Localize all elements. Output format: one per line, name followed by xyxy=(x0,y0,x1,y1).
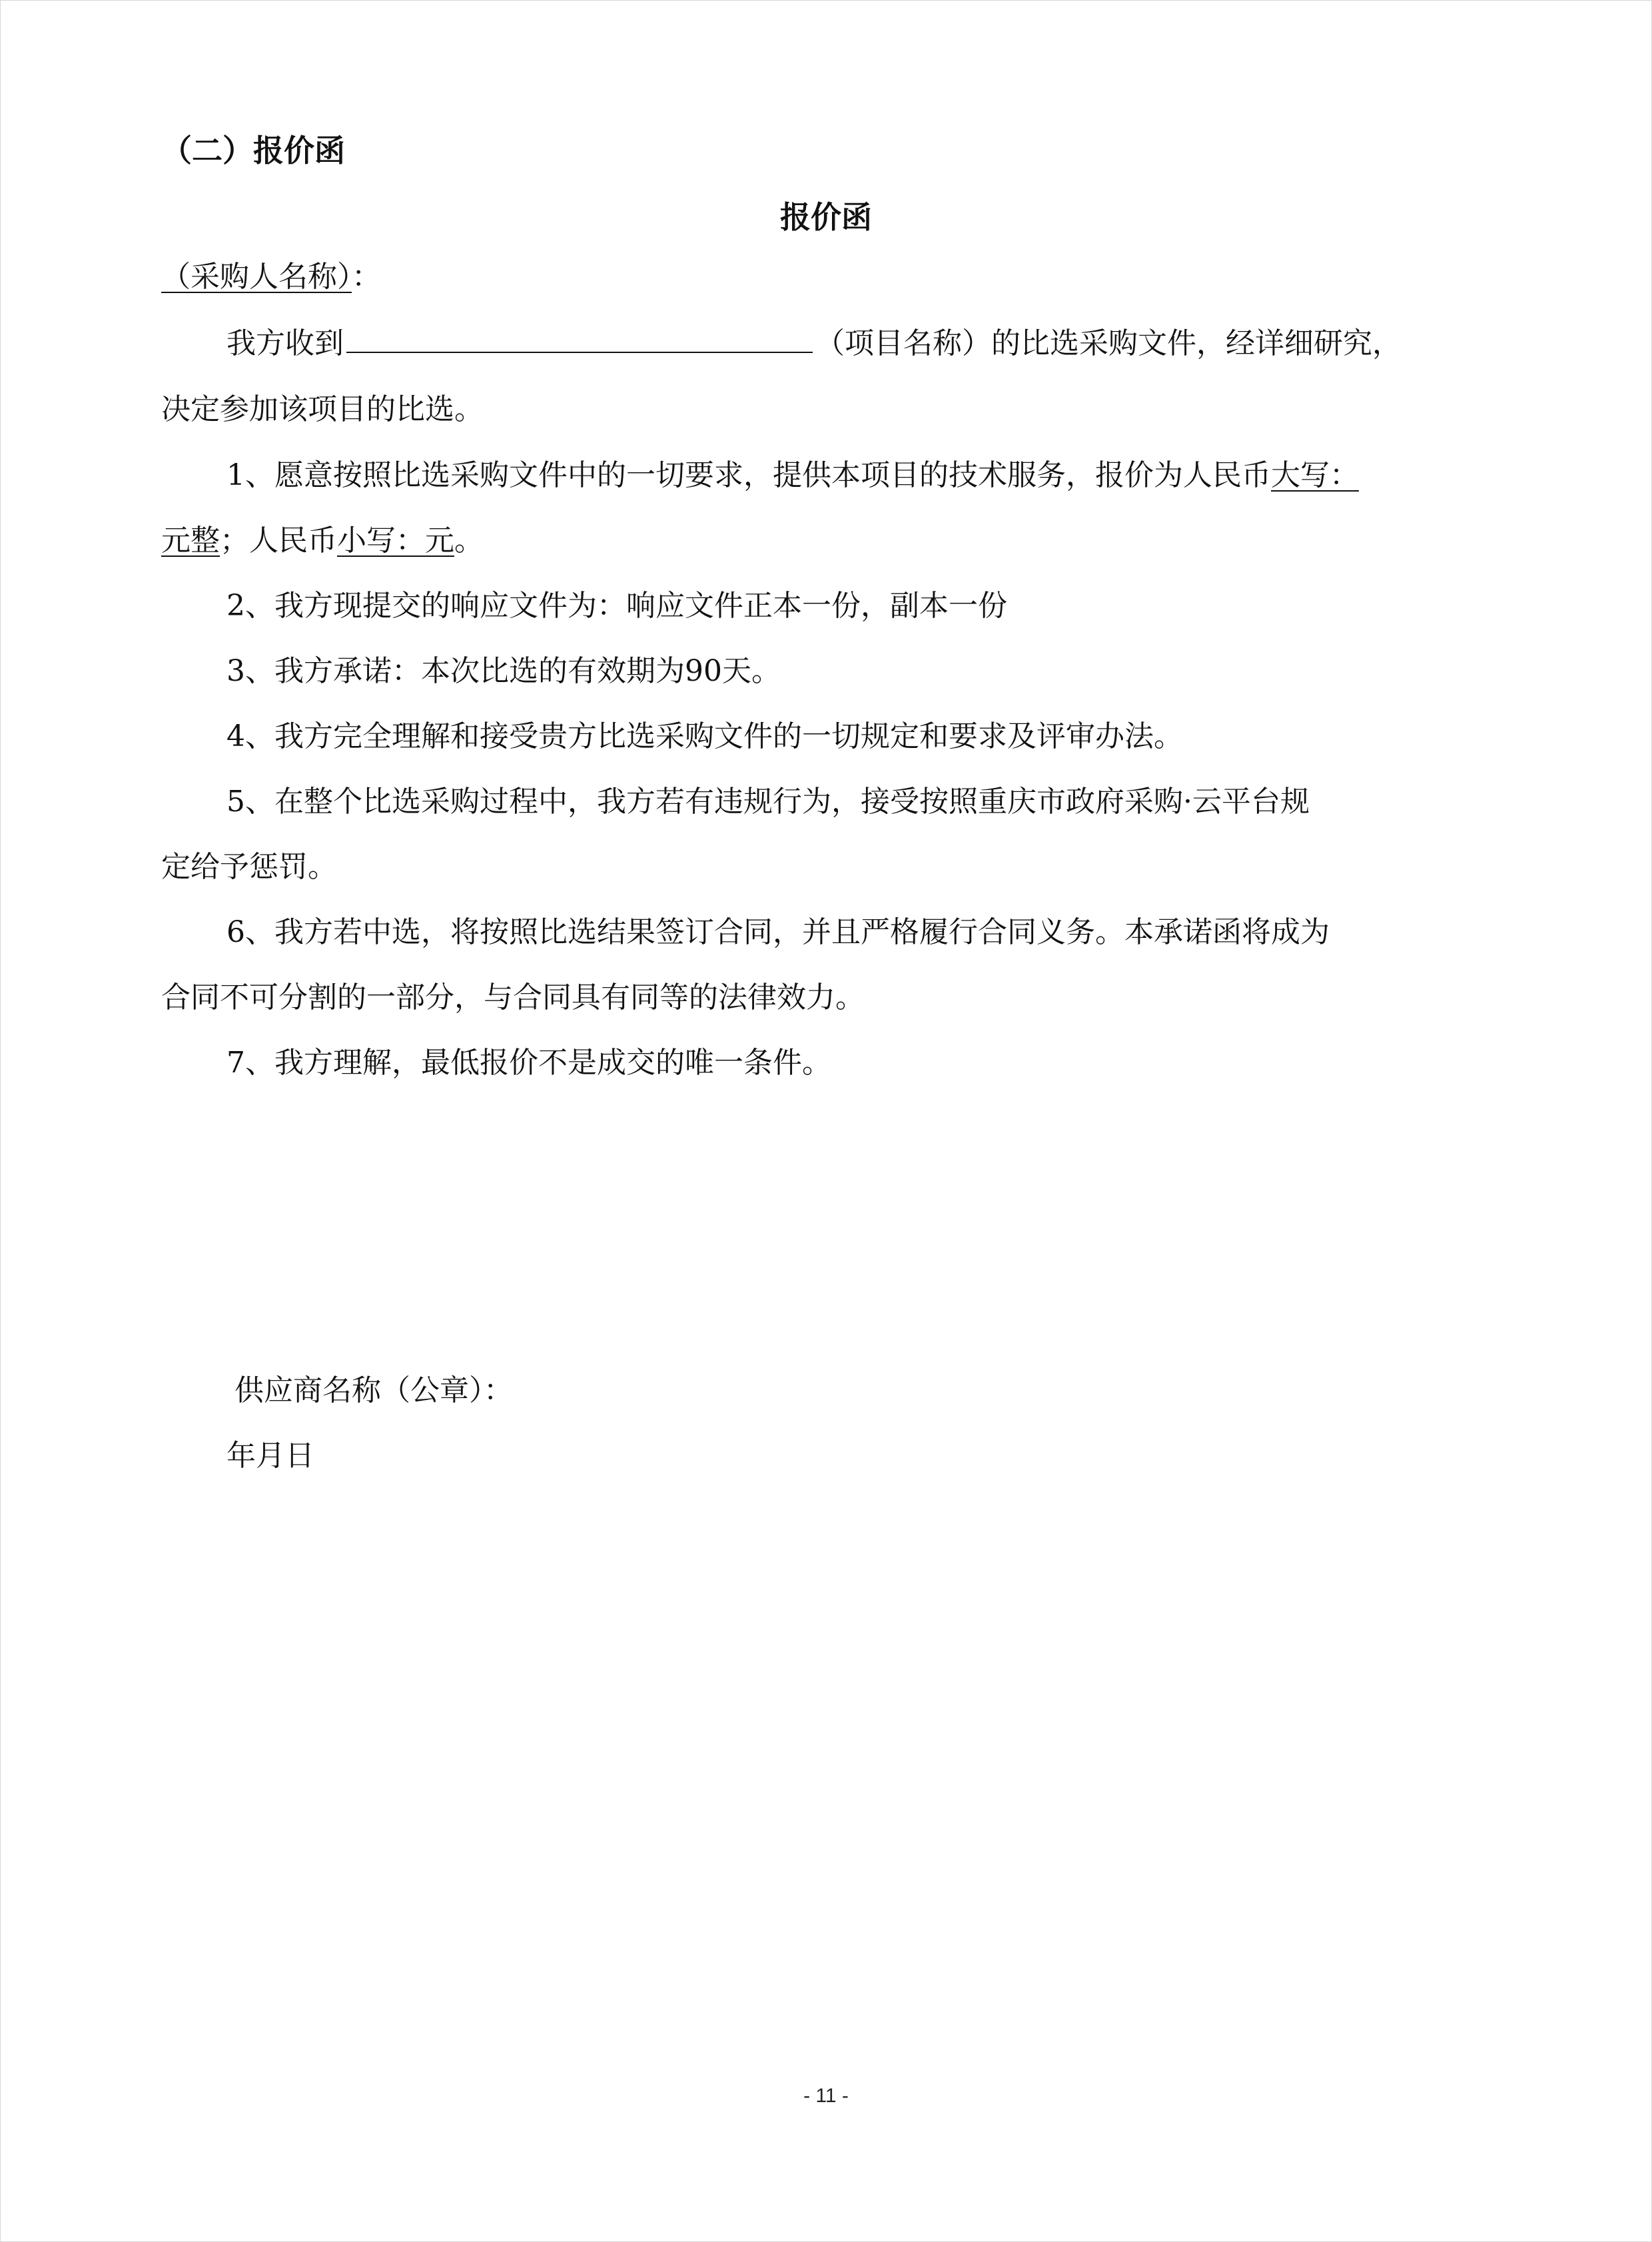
item-5-line-1: 5、在整个比选采购过程中，我方若有违规行为，接受按照重庆市政府采购·云平台规 xyxy=(226,785,1310,819)
supplier-signature-line: 供应商名称（公章）： xyxy=(234,1373,513,1407)
item-1-yuan-zheng: 元整 xyxy=(161,524,220,558)
addressee-name: （采购人名称） xyxy=(161,260,352,294)
date-line: 年月日 xyxy=(226,1439,314,1473)
item-1-line-1 xyxy=(226,457,1359,494)
item-4: 4、我方完全理解和接受贵方比选采购文件的一切规定和要求及评审办法。 xyxy=(226,719,1183,753)
page-number: - 11 - xyxy=(803,2085,849,2107)
project-name-blank xyxy=(346,325,813,353)
item-1-text-b: ；人民币 xyxy=(220,524,337,558)
item-7: 7、我方理解，最低报价不是成交的唯一条件。 xyxy=(226,1046,831,1080)
item-6-line-2: 合同不可分割的一部分，与合同具有同等的法律效力。 xyxy=(161,980,865,1014)
intro-line-1 xyxy=(226,325,1402,362)
addressee-suffix: ： xyxy=(352,260,381,294)
intro-part-1: 我方收到 xyxy=(226,326,344,360)
item-1-line-2 xyxy=(161,522,484,560)
intro-line-2: 决定参加该项目的比选。 xyxy=(161,392,484,426)
item-1-uppercase-amount: 大写： xyxy=(1271,458,1359,492)
item-5-line-2: 定给予惩罚。 xyxy=(161,850,337,884)
item-3: 3、我方承诺：本次比选的有效期为90天。 xyxy=(226,654,781,688)
item-1-text-c: 。 xyxy=(454,524,484,558)
document-title: 报价函 xyxy=(780,199,872,235)
item-1-text-a: 1、愿意按照比选采购文件中的一切要求，提供本项目的技术服务，报价为人民币 xyxy=(226,458,1271,492)
item-2: 2、我方现提交的响应文件为：响应文件正本一份，副本一份 xyxy=(226,589,1007,623)
item-6-line-1: 6、我方若中选，将按照比选结果签订合同，并且严格履行合同义务。本承诺函将成为 xyxy=(226,915,1330,949)
addressee-line xyxy=(161,258,381,296)
section-heading: （二）报价函 xyxy=(161,133,345,169)
intro-part-2: （项目名称）的比选采购文件，经详细研究， xyxy=(815,326,1402,360)
item-1-lowercase-amount: 小写：元 xyxy=(337,524,454,558)
